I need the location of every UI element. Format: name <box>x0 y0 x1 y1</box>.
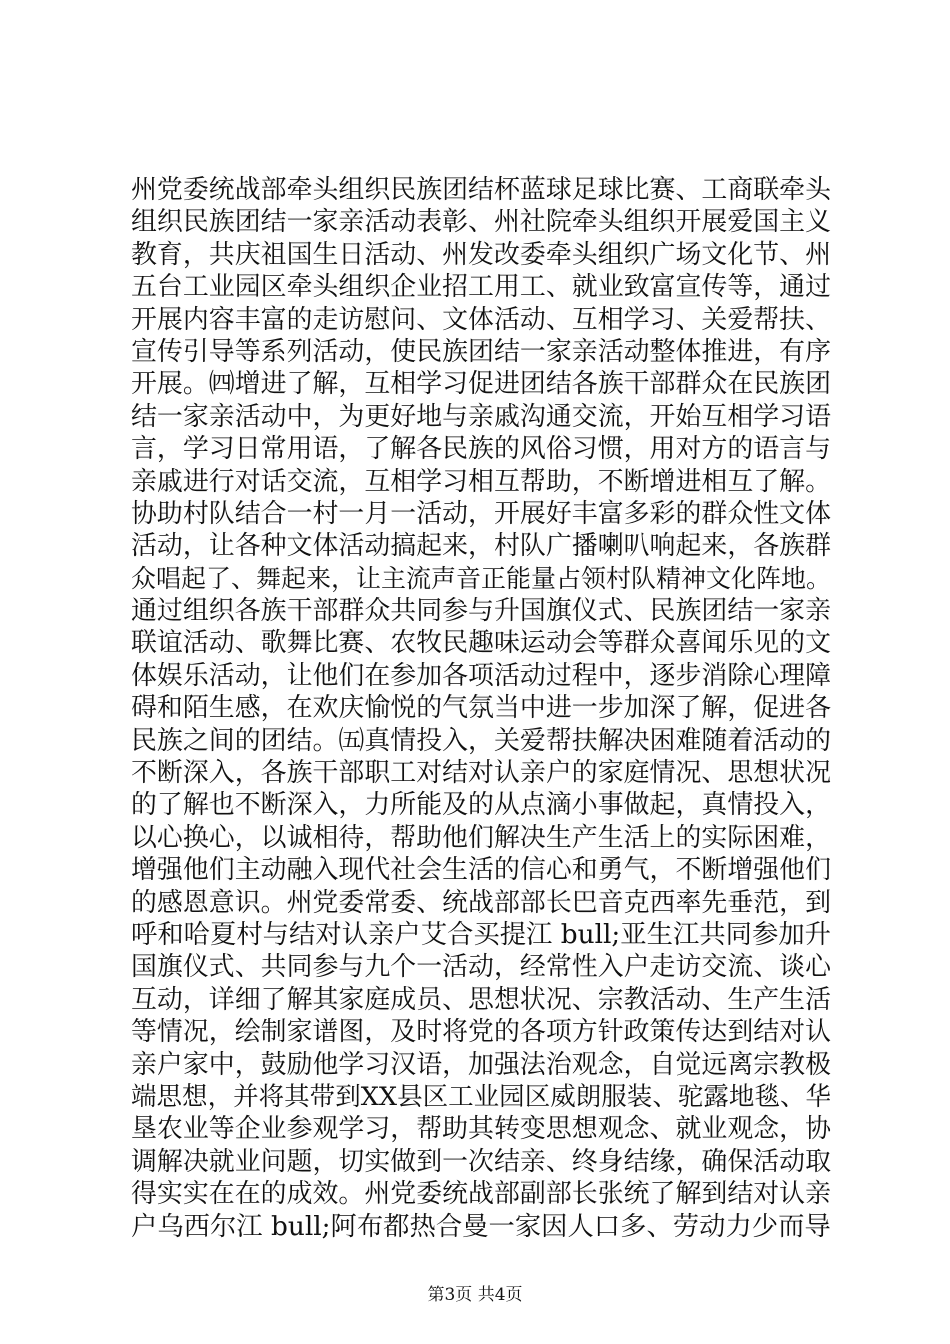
text-line: 言，学习日常用语，了解各民族的风俗习惯，用对方的语言与 <box>131 434 831 465</box>
text-line: 增强他们主动融入现代社会生活的信心和勇气，不断增强他们 <box>131 855 831 886</box>
text-line: 的感恩意识。州党委常委、统战部部长巴音克西率先垂范，到 <box>131 887 831 918</box>
text-line: 以心换心，以诚相待，帮助他们解决生产生活上的实际困难， <box>131 822 831 853</box>
text-line: 通过组织各族干部群众共同参与升国旗仪式、民族团结一家亲 <box>131 596 831 627</box>
text-line: 组织民族团结一家亲活动表彰、州社院牵头组织开展爱国主义 <box>131 207 831 238</box>
text-line: 碍和陌生感，在欢庆愉悦的气氛当中进一步加深了解，促进各 <box>131 693 831 724</box>
text-line: 得实实在在的成效。州党委统战部副部长张统了解到结对认亲 <box>131 1179 831 1210</box>
text-line: 体娱乐活动，让他们在参加各项活动过程中，逐步消除心理障 <box>131 660 831 691</box>
text-line: 开展内容丰富的走访慰问、文体活动、互相学习、关爱帮扶、 <box>131 304 831 335</box>
text-line: 州党委统战部牵头组织民族团结杯蓝球足球比赛、工商联牵头 <box>131 175 831 205</box>
text-line: 五台工业园区牵头组织企业招工用工、就业致富宣传等，通过 <box>131 272 831 303</box>
body-paragraph <box>131 174 831 1243</box>
text-line: 亲戚进行对话交流，互相学习相互帮助，不断增进相互了解。 <box>131 466 831 497</box>
text-line: 等情况，绘制家谱图，及时将党的各项方针政策传达到结对认 <box>131 1017 831 1048</box>
page-number-footer: 第3页 共4页 <box>427 1285 523 1305</box>
text-line: 亲户家中，鼓励他学习汉语，加强法治观念，自觉远离宗教极 <box>131 1049 831 1080</box>
text-line: 户乌西尔江 bull;阿布都热合曼一家因人口多、劳动力少而导 <box>131 1211 831 1242</box>
text-line: 开展。㈣增进了解，互相学习促进团结各族干部群众在民族团 <box>131 369 831 400</box>
text-line: 不断深入，各族干部职工对结对认亲户的家庭情况、思想状况 <box>131 758 831 789</box>
text-line: 协助村队结合一村一月一活动，开展好丰富多彩的群众性文体 <box>131 498 831 529</box>
text-line: 呼和哈夏村与结对认亲户艾合买提江 bull;亚生江共同参加升 <box>131 919 831 950</box>
text-line: 活动，让各种文体活动搞起来，村队广播喇叭响起来，各族群 <box>131 531 831 562</box>
text-line: 宣传引导等系列活动，使民族团结一家亲活动整体推进，有序 <box>131 336 831 367</box>
text-line: 端思想，并将其带到XX县区工业园区威朗服装、驼露地毯、华 <box>131 1081 831 1112</box>
text-line: 互动，详细了解其家庭成员、思想状况、宗教活动、生产生活 <box>131 984 831 1015</box>
text-line: 调解决就业问题，切实做到一次结亲、终身结缘，确保活动取 <box>131 1146 831 1177</box>
text-line: 的了解也不断深入，力所能及的从点滴小事做起，真情投入， <box>131 790 831 821</box>
text-line: 民族之间的团结。㈤真情投入，关爱帮扶解决困难随着活动的 <box>131 725 831 756</box>
text-line: 国旗仪式、共同参与九个一活动，经常性入户走访交流、谈心 <box>131 952 831 983</box>
text-line: 结一家亲活动中，为更好地与亲戚沟通交流，开始互相学习语 <box>131 401 831 432</box>
text-line: 众唱起了、舞起来，让主流声音正能量占领村队精神文化阵地。 <box>131 563 832 593</box>
text-line: 联谊活动、歌舞比赛、农牧民趣味运动会等群众喜闻乐见的文 <box>131 628 831 659</box>
text-line: 垦农业等企业参观学习，帮助其转变思想观念、就业观念，协 <box>131 1114 831 1145</box>
text-line: 教育，共庆祖国生日活动、州发改委牵头组织广场文化节、州 <box>131 239 831 270</box>
